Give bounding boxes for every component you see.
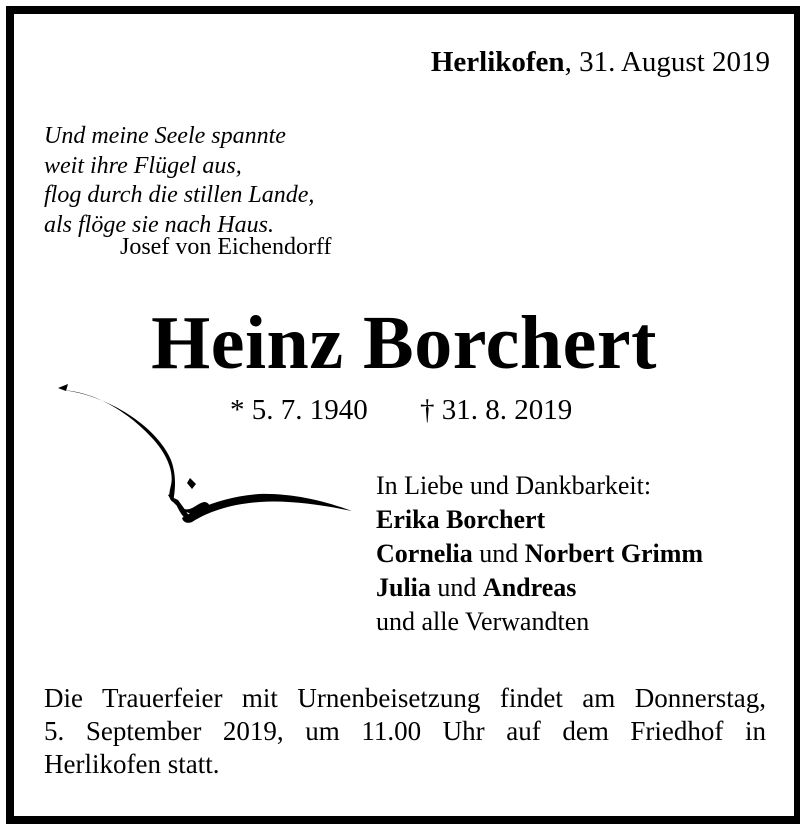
poem-author: Josef von Eichendorff [120, 234, 332, 260]
poem-line: flog durch die stillen Lande, [44, 182, 315, 208]
funeral-service-info [44, 682, 766, 781]
birth-date: * 5. 7. 1940 [230, 394, 368, 426]
mourners-block [376, 469, 703, 639]
death-date: † 31. 8. 2019 [420, 394, 573, 426]
poem-line: Und meine Seele spannte [44, 123, 286, 149]
place-name: Herlikofen [430, 46, 565, 78]
poem [44, 122, 314, 240]
mourners-intro: In Liebe und Dankbarkeit: [376, 471, 652, 500]
obituary-notice [6, 6, 800, 824]
service-line: Herlikofen statt. [44, 749, 220, 779]
mourner-name: Cornelia [376, 539, 473, 568]
service-line: Die Trauerfeier mit Urnenbeisetzung findet am Donnerstag, [44, 683, 766, 713]
mourners-closing: und alle Verwandten [376, 607, 590, 636]
mourner-name: Erika Borchert [376, 505, 546, 534]
poem-line: als flöge sie nach Haus. [44, 211, 274, 238]
connector-word: und [479, 539, 519, 568]
mourner-name: Julia [376, 573, 431, 602]
service-line: 5. September 2019, um 11.00 Uhr auf dem Friedhof in [44, 716, 766, 746]
connector-word: und [437, 573, 477, 602]
notice-date: 31. August 2019 [579, 46, 770, 78]
place-date-line: Herlikofen, 31. August 2019 [430, 46, 770, 78]
mourner-name: Norbert Grimm [524, 539, 704, 568]
deceased-name: Heinz Borchert [151, 301, 657, 385]
poem-line: weit ihre Flügel aus, [44, 152, 242, 179]
mourner-name: Andreas [482, 573, 577, 602]
